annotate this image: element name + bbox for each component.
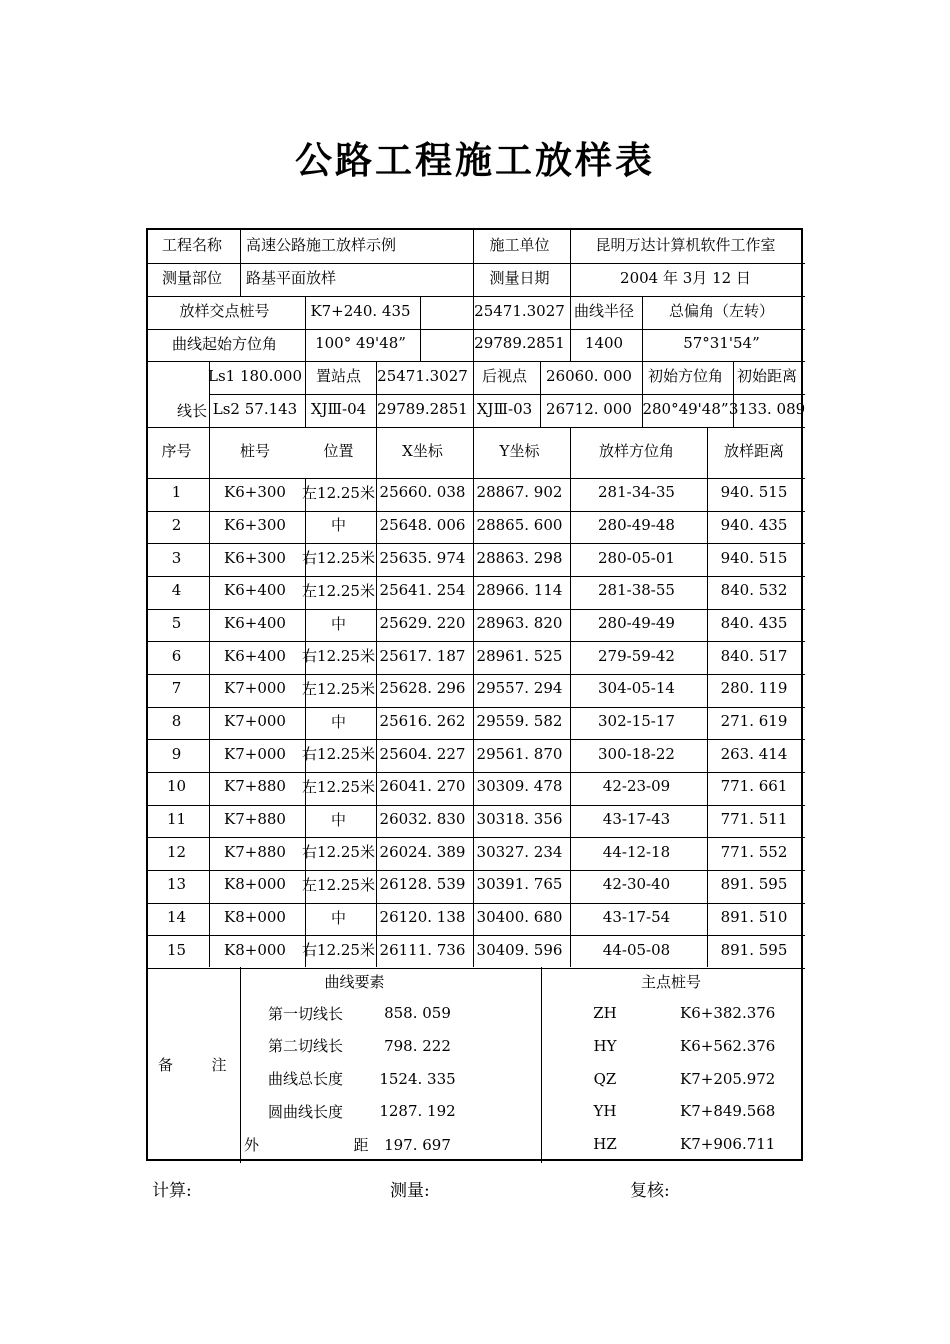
curve-element-label: 圆曲线长度	[268, 1102, 344, 1121]
table-cell: 280-05-01	[598, 548, 675, 567]
table-cell: 中	[330, 810, 346, 829]
table-cell: 30391. 765	[476, 875, 563, 894]
table-cell: 771. 552	[720, 842, 788, 861]
curve-element-value: 1287. 192	[379, 1102, 456, 1121]
table-cell: 10	[166, 777, 187, 796]
table-cell: K7+000	[224, 744, 286, 763]
table-cell: 5	[171, 614, 182, 632]
curve-element-value: 798. 222	[384, 1036, 451, 1055]
table-cell: K6+300	[224, 483, 286, 502]
main-point-code: HZ	[593, 1135, 617, 1153]
azimuth-label: 曲线起始方位角	[171, 334, 277, 353]
init-distance-label: 初始距离	[736, 367, 797, 385]
table-cell: 840. 532	[720, 581, 788, 600]
table-cell: 30318. 356	[476, 810, 563, 829]
backsight-x: 26060. 000	[546, 366, 632, 385]
main-point-code: YH	[593, 1102, 617, 1121]
table-cell: 30400. 680	[476, 908, 563, 927]
ip-label: 放样交点桩号	[179, 302, 270, 320]
curve-element-label: 第二切线长	[268, 1037, 344, 1056]
station-label: 置站点	[315, 367, 361, 385]
curve-element-value: 1524. 335	[379, 1069, 456, 1088]
table-cell: 281-34-35	[598, 483, 675, 502]
ls2-value: Ls2 57.143	[212, 399, 298, 418]
init-azimuth: 280°49'48”	[642, 399, 729, 418]
remarks-label: 注	[211, 1055, 227, 1074]
table-cell: 1	[171, 483, 182, 502]
table-cell: 25628. 296	[379, 679, 466, 698]
station-y: 29789.2851	[377, 399, 468, 418]
table-cell: 9	[171, 744, 182, 763]
ls1-value: Ls1 180.000	[208, 366, 302, 385]
footer-review: 复核:	[630, 1181, 670, 1201]
table-cell: 281-38-55	[598, 581, 675, 600]
backsight-y: 26712. 000	[546, 399, 632, 418]
main-point-station: K6+382.376	[680, 1004, 776, 1023]
table-cell: 11	[166, 810, 187, 829]
table-cell: 左12.25米	[302, 777, 375, 796]
table-cell: K6+400	[224, 646, 286, 665]
project-label: 工程名称	[161, 236, 222, 254]
table-cell: 43-17-54	[602, 908, 671, 927]
table-cell: 26120. 138	[379, 908, 466, 927]
table-cell: 28966. 114	[476, 581, 563, 600]
table-cell: 30309. 478	[476, 777, 563, 796]
main-point-code: QZ	[593, 1069, 617, 1088]
init-distance: 3133. 089	[728, 399, 806, 418]
table-cell: 280-49-48	[598, 515, 675, 534]
table-cell: 940. 435	[720, 515, 788, 534]
project-name: 高速公路施工放样示例	[246, 236, 397, 254]
column-header: 放样距离	[723, 442, 784, 460]
main-point-code: ZH	[593, 1004, 617, 1023]
table-cell: K6+300	[224, 515, 286, 534]
table-cell: 42-30-40	[602, 875, 671, 894]
part-label: 测量部位	[161, 269, 222, 287]
main-point-code: HY	[593, 1036, 617, 1055]
table-cell: K7+000	[224, 679, 286, 698]
table-cell: 29559. 582	[476, 712, 563, 731]
table-cell: 279-59-42	[598, 646, 675, 665]
main-points-title: 主点桩号	[640, 972, 701, 991]
footer-calc: 计算:	[152, 1181, 192, 1201]
table-cell: K7+880	[224, 810, 286, 829]
init-azimuth-label: 初始方位角	[647, 367, 723, 385]
table-cell: 左12.25米	[302, 581, 375, 600]
external-distance-value: 197. 697	[384, 1135, 451, 1154]
table-cell: 271. 619	[720, 712, 788, 731]
table-cell: 891. 595	[720, 940, 788, 959]
table-cell: 25616. 262	[379, 712, 466, 731]
table-cell: 25660. 038	[379, 483, 466, 502]
date-label: 测量日期	[489, 269, 550, 287]
footer-measure: 测量:	[390, 1181, 430, 1201]
table-cell: 300-18-22	[598, 744, 675, 763]
main-point-station: K7+205.972	[680, 1069, 776, 1088]
grid-line	[420, 296, 421, 361]
table-cell: 右12.25米	[302, 549, 375, 568]
column-header: Y坐标	[499, 442, 540, 460]
curve-element-value: 858. 059	[384, 1004, 451, 1023]
table-cell: 26024. 389	[379, 842, 466, 861]
table-cell: 771. 511	[720, 810, 788, 829]
table-cell: 26128. 539	[379, 875, 466, 894]
curve-elements-title: 曲线要素	[324, 972, 385, 991]
table-cell: K7+000	[224, 712, 286, 731]
start-azimuth: 100° 49'48”	[315, 334, 406, 352]
table-cell: 940. 515	[720, 548, 788, 567]
table-cell: 2	[171, 515, 182, 534]
table-cell: 44-12-18	[602, 842, 671, 861]
table-cell: 4	[171, 581, 182, 600]
table-cell: 280. 119	[720, 679, 788, 698]
length-label: 线长	[176, 401, 207, 420]
external-distance-label: 外	[244, 1136, 260, 1154]
table-cell: 25604. 227	[379, 744, 466, 763]
table-cell: 左12.25米	[302, 679, 375, 698]
ip-x: 25471.3027	[474, 301, 565, 320]
curve-element-label: 第一切线长	[268, 1004, 344, 1023]
curve-element-label: 曲线总长度	[268, 1070, 344, 1089]
column-header: 桩号	[239, 442, 270, 460]
table-cell: 29557. 294	[476, 679, 563, 698]
table-cell: 29561. 870	[476, 744, 563, 763]
table-cell: 840. 517	[720, 646, 788, 665]
table-cell: K8+000	[224, 908, 286, 927]
survey-date: 2004 年 3月 12 日	[620, 269, 751, 287]
table-cell: 右12.25米	[302, 647, 375, 666]
deflection-label: 总偏角（左转）	[668, 302, 774, 320]
table-cell: 30327. 234	[476, 842, 563, 861]
table-cell: 中	[330, 614, 346, 633]
table-cell: 25641. 254	[379, 581, 466, 600]
table-cell: 7	[171, 679, 182, 698]
table-cell: 302-15-17	[598, 712, 675, 731]
radius-label: 曲线半径	[573, 302, 634, 320]
table-cell: 30409. 596	[476, 940, 563, 959]
main-point-station: K7+906.711	[680, 1135, 776, 1153]
curve-radius: 1400	[584, 334, 624, 352]
table-cell: K8+000	[224, 875, 286, 894]
column-header: 序号	[161, 442, 192, 460]
table-cell: 中	[330, 516, 346, 535]
table-cell: 840. 435	[720, 614, 788, 632]
table-cell: 6	[171, 646, 182, 665]
table-cell: 25629. 220	[379, 614, 466, 632]
table-cell: K7+880	[224, 842, 286, 861]
main-point-station: K7+849.568	[680, 1102, 776, 1121]
ip-y: 29789.2851	[474, 334, 565, 352]
station-point: XJⅢ-04	[310, 399, 367, 418]
table-cell: K7+880	[224, 777, 286, 796]
table-cell: 42-23-09	[602, 777, 671, 796]
table-cell: 25617. 187	[379, 646, 466, 665]
table-cell: 8	[171, 712, 182, 731]
table-cell: 304-05-14	[598, 679, 675, 698]
table-cell: 12	[166, 842, 187, 861]
part-name: 路基平面放样	[246, 269, 337, 287]
table-cell: 左12.25米	[302, 483, 375, 502]
page-title: 公路工程施工放样表	[295, 138, 655, 182]
main-point-station: K6+562.376	[680, 1036, 776, 1055]
grid-line	[240, 230, 241, 296]
table-cell: 右12.25米	[302, 941, 375, 960]
table-cell: K6+300	[224, 548, 286, 567]
table-cell: 25635. 974	[379, 548, 466, 567]
table-cell: 43-17-43	[602, 810, 671, 829]
table-cell: 26111. 736	[379, 940, 466, 959]
backsight-label: 后视点	[481, 367, 527, 385]
column-header: 放样方位角	[598, 442, 674, 460]
table-cell: 28865. 600	[476, 515, 563, 534]
station-x: 25471.3027	[377, 366, 468, 385]
column-header: X坐标	[402, 442, 443, 460]
table-cell: 771. 661	[720, 777, 788, 796]
column-header: 位置	[323, 442, 354, 460]
table-cell: 940. 515	[720, 483, 788, 502]
table-cell: 15	[166, 940, 187, 959]
external-distance-label: 距	[353, 1136, 369, 1154]
table-cell: 13	[166, 875, 187, 894]
backsight-point: XJⅢ-03	[476, 399, 533, 418]
table-cell: 14	[166, 908, 187, 927]
table-cell: 28867. 902	[476, 483, 563, 502]
table-cell: K8+000	[224, 940, 286, 959]
remarks-label: 备	[157, 1055, 173, 1074]
table-cell: 263. 414	[720, 744, 788, 763]
table-cell: 左12.25米	[302, 875, 375, 894]
table-cell: K6+400	[224, 614, 286, 632]
unit-name: 昆明万达计算机软件工作室	[595, 236, 776, 254]
table-cell: 25648. 006	[379, 515, 466, 534]
table-cell: 891. 510	[720, 908, 788, 927]
table-cell: 中	[330, 712, 346, 731]
table-cell: 891. 595	[720, 875, 788, 894]
table-cell: 3	[171, 548, 182, 567]
unit-label: 施工单位	[489, 236, 550, 254]
table-cell: 右12.25米	[302, 745, 375, 764]
table-cell: 26041. 270	[379, 777, 466, 796]
table-cell: 28961. 525	[476, 646, 563, 665]
table-cell: 28863. 298	[476, 548, 563, 567]
table-cell: 44-05-08	[602, 940, 671, 959]
table-cell: K6+400	[224, 581, 286, 600]
table-cell: 26032. 830	[379, 810, 466, 829]
table-cell: 中	[330, 908, 346, 927]
table-cell: 28963. 820	[476, 614, 563, 632]
table-cell: 280-49-49	[598, 614, 675, 632]
total-deflection: 57°31'54”	[683, 334, 760, 352]
table-cell: 右12.25米	[302, 843, 375, 862]
ip-station: K7+240. 435	[310, 301, 411, 320]
